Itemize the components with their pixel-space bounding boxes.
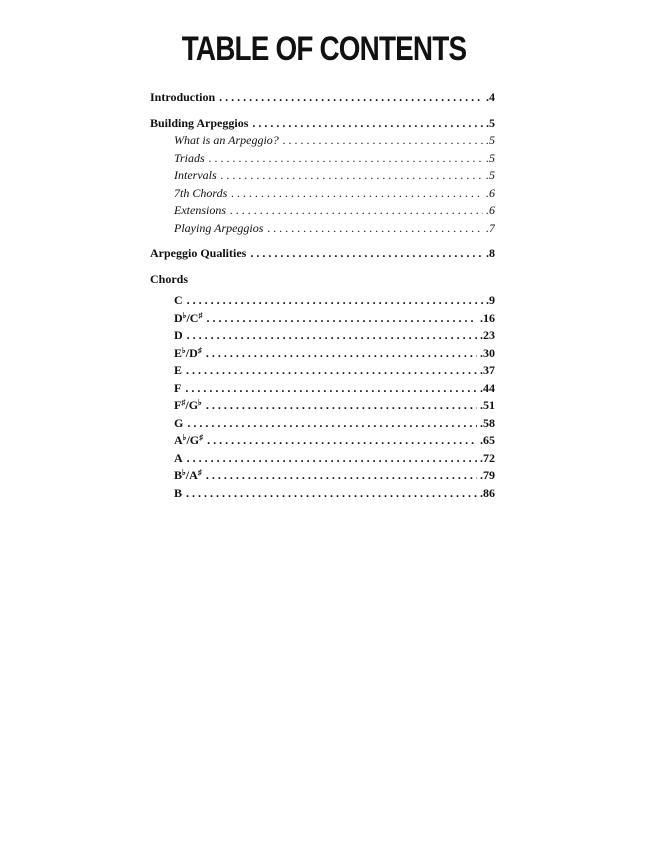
- chord-name: [174, 432, 203, 450]
- dot-leader: [186, 362, 477, 380]
- toc-entry-page: .5: [486, 150, 495, 165]
- chords-list: [150, 292, 495, 502]
- toc-entry-page: .51: [480, 398, 495, 412]
- toc-entry-page: .23: [480, 328, 495, 342]
- accidental-icon: ♯: [198, 310, 203, 320]
- chord-slash: /: [186, 310, 190, 325]
- chord-enharmonic-root: G: [188, 398, 199, 412]
- toc-chord-entry[interactable]: [150, 467, 495, 485]
- toc-entry-page: .30: [480, 345, 495, 360]
- toc-entry-arpeggio-qualities[interactable]: [150, 245, 495, 263]
- chord-enharmonic-root: C: [189, 310, 199, 325]
- dot-leader: [187, 327, 477, 345]
- chord-name: [174, 380, 181, 398]
- dot-leader: [231, 185, 483, 203]
- toc-entry-label: Triads: [174, 150, 205, 165]
- toc-entry-page: .7: [486, 220, 495, 235]
- toc-entry-page: .4: [486, 90, 495, 104]
- chord-root: D: [174, 310, 183, 325]
- chord-slash: /: [186, 433, 190, 447]
- dot-leader: [206, 397, 477, 415]
- dot-leader: [209, 150, 483, 168]
- accidental-icon: ♯: [199, 433, 204, 442]
- accidental-icon: ♭: [182, 345, 186, 355]
- chord-name: [174, 310, 202, 328]
- chord-slash: /: [185, 398, 189, 412]
- chord-slash: /: [185, 468, 190, 482]
- toc-entry-label: Playing Arpeggios: [174, 220, 264, 235]
- toc-chord-entry[interactable]: [150, 380, 495, 398]
- chord-name: [174, 362, 182, 380]
- chord-root: B: [174, 485, 183, 500]
- chord-slash: /: [185, 345, 190, 360]
- toc-chord-entry[interactable]: [150, 292, 495, 310]
- toc-entry-introduction[interactable]: [150, 89, 495, 107]
- dot-leader: [187, 450, 477, 468]
- building-arpeggios-list: [150, 132, 495, 237]
- accidental-icon: ♭: [182, 433, 187, 442]
- toc-entry-page: .79: [480, 468, 495, 482]
- dot-leader: [252, 115, 483, 133]
- chord-root: F: [174, 398, 182, 412]
- accidental-icon: ♯: [197, 468, 202, 477]
- toc-heading-chords: Chords: [150, 271, 189, 286]
- toc-entry-page: .6: [486, 203, 495, 217]
- toc-subentry[interactable]: [150, 132, 495, 150]
- toc-chord-entry[interactable]: [150, 432, 495, 450]
- toc-chord-entry[interactable]: [150, 327, 495, 345]
- chord-name: [174, 415, 183, 433]
- chord-name: [174, 345, 202, 363]
- toc-entry-page: .16: [480, 310, 495, 325]
- accidental-icon: ♭: [182, 310, 187, 320]
- toc-chord-entry[interactable]: [150, 397, 495, 415]
- chord-name: [174, 467, 202, 485]
- chord-root: G: [174, 415, 184, 430]
- toc-entry-building-arpeggios[interactable]: [150, 115, 495, 133]
- dot-leader: [219, 89, 483, 107]
- chord-root: A: [174, 433, 183, 447]
- dot-leader: [187, 292, 483, 310]
- dot-leader: [250, 245, 483, 263]
- chord-root: F: [174, 380, 182, 395]
- toc-entry-page: .65: [480, 433, 495, 447]
- dot-leader: [187, 415, 477, 433]
- toc-chord-entry[interactable]: [150, 450, 495, 468]
- toc-subentry[interactable]: [150, 150, 495, 168]
- accidental-icon: ♭: [182, 468, 186, 477]
- toc-entry-label: Building Arpeggios: [150, 115, 249, 130]
- toc-subentry[interactable]: [150, 185, 495, 203]
- chord-enharmonic-root: G: [189, 433, 200, 447]
- toc-entry-page: .9: [486, 293, 495, 307]
- chord-name: [174, 450, 183, 468]
- accidental-icon: ♭: [198, 398, 202, 407]
- accidental-icon: ♯: [181, 398, 186, 407]
- toc-entry-page: .5: [486, 133, 495, 147]
- toc-entry-page: .6: [486, 185, 495, 200]
- chord-name: [174, 292, 183, 310]
- toc-chord-entry[interactable]: [150, 345, 495, 363]
- table-of-contents: [150, 89, 495, 502]
- dot-leader: [186, 485, 477, 503]
- accidental-icon: ♯: [197, 345, 202, 355]
- chord-name: [174, 327, 183, 345]
- toc-entry-page: .5: [486, 115, 495, 130]
- chord-root: C: [174, 293, 183, 307]
- chord-root: E: [174, 363, 183, 377]
- dot-leader: [283, 132, 483, 150]
- toc-entry-label: What is an Arpeggio?: [174, 133, 279, 147]
- toc-chord-entry[interactable]: [150, 485, 495, 503]
- dot-leader: [230, 202, 483, 220]
- toc-subentry[interactable]: [150, 220, 495, 238]
- toc-entry-page: .86: [480, 485, 495, 500]
- chord-name: [174, 485, 182, 503]
- dot-leader: [267, 220, 483, 238]
- dot-leader: [207, 432, 477, 450]
- dot-leader: [221, 167, 483, 185]
- toc-entry-label: 7th Chords: [174, 185, 228, 200]
- dot-leader: [206, 345, 477, 363]
- toc-chord-entry[interactable]: [150, 310, 495, 328]
- toc-entry-page: .72: [480, 450, 495, 465]
- chord-root: E: [174, 345, 183, 360]
- dot-leader: [206, 467, 477, 485]
- chord-enharmonic-root: D: [189, 345, 198, 360]
- chord-root: D: [174, 328, 183, 342]
- toc-entry-page: .44: [480, 380, 495, 395]
- toc-entry-label: Extensions: [174, 203, 226, 217]
- toc-entry-label: Arpeggio Qualities: [150, 246, 247, 260]
- dot-leader: [206, 310, 477, 328]
- toc-entry-page: .8: [486, 246, 495, 260]
- toc-entry-page: .37: [480, 363, 495, 377]
- toc-entry-label: Intervals: [174, 168, 217, 182]
- toc-subentry[interactable]: [150, 202, 495, 220]
- page-title: TABLE OF CONTENTS: [181, 30, 467, 68]
- toc-entry-page: .5: [486, 168, 495, 182]
- toc-entry-page: .58: [480, 415, 495, 430]
- dot-leader: [185, 380, 477, 398]
- chord-name: [174, 397, 202, 415]
- toc-chord-entry[interactable]: [150, 415, 495, 433]
- toc-subentry[interactable]: [150, 167, 495, 185]
- toc-entry-label: Introduction: [150, 90, 216, 104]
- chord-root: A: [174, 450, 183, 465]
- chord-root: B: [174, 468, 183, 482]
- chord-enharmonic-root: A: [189, 468, 198, 482]
- toc-chord-entry[interactable]: [150, 362, 495, 380]
